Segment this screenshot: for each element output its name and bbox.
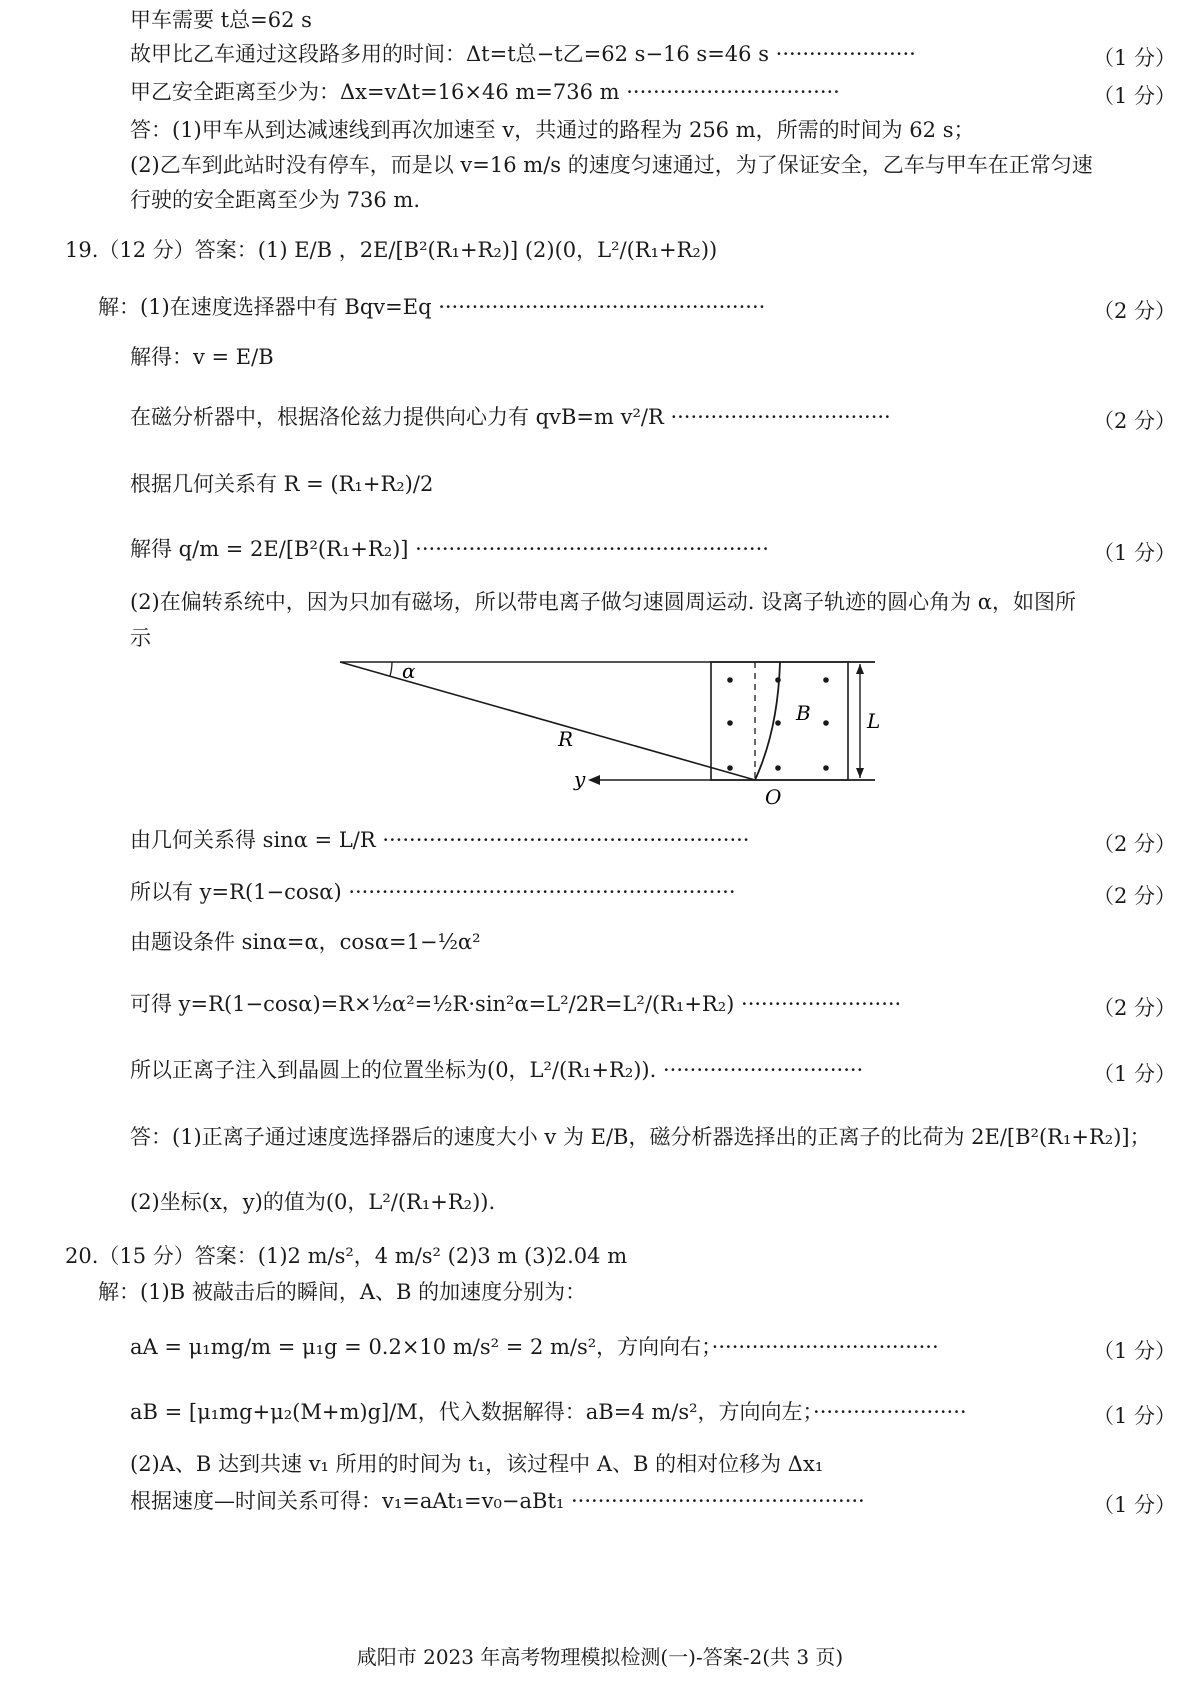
question-header: 19.（12 分）答案：(1) E/B ，2E/[B²(R₁+R₂)] (2)(0，L²/(R₁+R₂)) <box>65 238 718 262</box>
score: （1 分） <box>1092 541 1176 565</box>
score: （1 分） <box>1092 84 1176 108</box>
text-line: (2)乙车到此站时没有停车，而是以 v=16 m/s 的速度匀速通过，为了保证安全，乙车与甲车在正常匀速 <box>130 153 1093 177</box>
text-line: aA = μ₁mg/m = μ₁g = 0.2×10 m/s² = 2 m/s²，方向向右；·································· <box>130 1335 939 1359</box>
score: （1 分） <box>1092 1339 1176 1363</box>
text-line: 根据速度—时间关系可得：v₁=aAt₁=v₀−aBt₁ ············································ <box>130 1489 865 1513</box>
score: （2 分） <box>1092 996 1176 1020</box>
label-alpha: α <box>402 659 416 683</box>
text-line: 行驶的安全距离至少为 736 m. <box>130 188 421 212</box>
text-line: 根据几何关系有 R = (R₁+R₂)/2 <box>130 472 434 496</box>
score: （1 分） <box>1092 1404 1176 1428</box>
score: （1 分） <box>1092 46 1176 70</box>
text-line: 所以正离子注入到晶圆上的位置坐标为(0，L²/(R₁+R₂)). ······························ <box>130 1058 864 1082</box>
text-line: 解得：v = E/B <box>130 345 274 369</box>
text-line: 在磁分析器中，根据洛伦兹力提供向心力有 qvB=m v²/R ································· <box>130 405 891 429</box>
score: （1 分） <box>1092 1062 1176 1086</box>
text-line: 可得 y=R(1−cosα)=R×½α²=½R·sin²α=L²/2R=L²/(R₁+R₂) ························ <box>130 992 902 1016</box>
text-line: 示 <box>130 626 151 650</box>
label-l: L <box>867 709 881 733</box>
label-b: B <box>796 701 811 725</box>
text-line: aB = [μ₁mg+μ₂(M+m)g]/M，代入数据解得：aB=4 m/s²，方向向左；······················· <box>130 1400 967 1424</box>
score: （2 分） <box>1092 832 1176 856</box>
label-y: y <box>574 767 586 791</box>
text-line: 解：(1)在速度选择器中有 Bqv=Eq ················································· <box>98 295 766 319</box>
label-o: O <box>765 785 782 809</box>
text-line: (2)坐标(x，y)的值为(0，L²/(R₁+R₂)). <box>130 1190 496 1214</box>
text-line: 解：(1)B 被敲击后的瞬间，A、B 的加速度分别为： <box>98 1280 587 1304</box>
text-line: 所以有 y=R(1−cosα) ·························································· <box>130 880 736 904</box>
score: （1 分） <box>1092 1493 1176 1517</box>
deflection-diagram <box>330 650 890 810</box>
label-r: R <box>558 727 574 751</box>
text-line: 解得 q/m = 2E/[B²(R₁+R₂)] ····················································· <box>130 537 769 561</box>
text-line: 甲乙安全距离至少为：Δx=vΔt=16×46 m=736 m ································ <box>130 80 840 104</box>
score: （2 分） <box>1092 409 1176 433</box>
text-line: (2)A、B 达到共速 v₁ 所用的时间为 t₁，该过程中 A、B 的相对位移为 Δx₁ <box>130 1452 824 1476</box>
text-line: 答：(1)甲车从到达减速线到再次加速至 v，共通过的路程为 256 m，所需的时间为 62 s； <box>130 118 975 142</box>
text-line: (2)在偏转系统中，因为只加有磁场，所以带电离子做匀速圆周运动. 设离子轨迹的圆心角为 α，如图所 <box>130 590 1076 614</box>
text-line: 答：(1)正离子通过速度选择器后的速度大小 v 为 E/B，磁分析器选择出的正离子的比荷为 2E/[B²(R₁+R₂)]； <box>130 1125 1151 1149</box>
text-line: 由题设条件 sinα=α，cosα=1−½α² <box>130 930 481 954</box>
text-line: 甲车需要 t总=62 s <box>130 8 312 32</box>
page-footer: 咸阳市 2023 年高考物理模拟检测(一)-答案-2(共 3 页) <box>356 1645 844 1669</box>
score: （2 分） <box>1092 299 1176 323</box>
score: （2 分） <box>1092 884 1176 908</box>
text-line: 由几何关系得 sinα = L/R ······················································· <box>130 828 750 852</box>
text-line: 故甲比乙车通过这段路多用的时间：Δt=t总−t乙=62 s−16 s=46 s ····················· <box>130 42 916 66</box>
question-header: 20.（15 分）答案：(1)2 m/s²，4 m/s² (2)3 m (3)2.04 m <box>65 1244 628 1268</box>
